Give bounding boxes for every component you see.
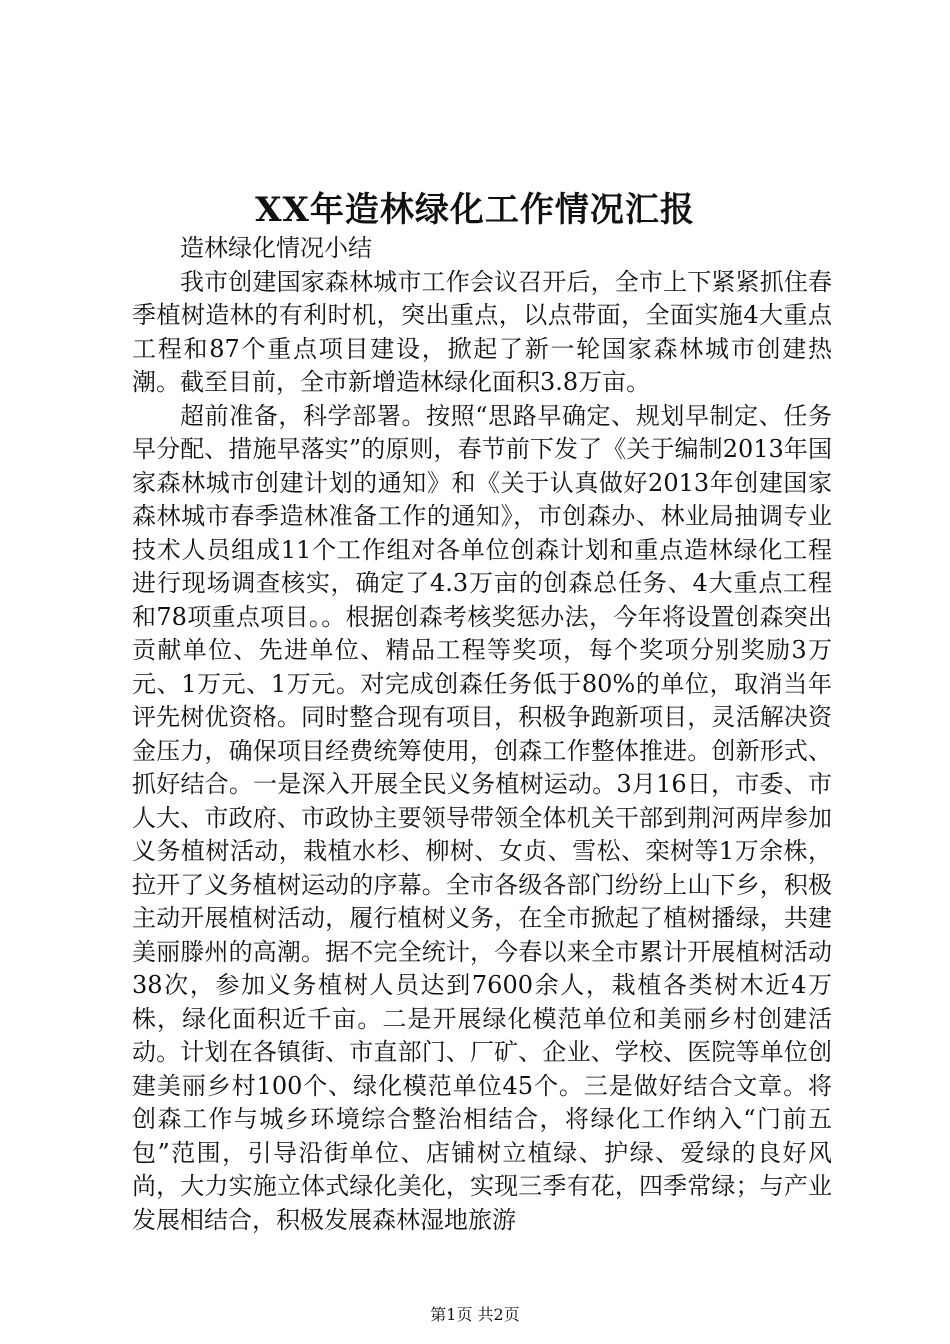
- page-footer: 第1页 共2页: [430, 1305, 520, 1324]
- paragraph-intro: 我市创建国家森林城市工作会议召开后，全市上下紧紧抓住春季植树造林的有利时机，突出重点，以点带面，全面实施4大重点工程和87个重点项目建设，掀起了新一轮国家森林城市创建热潮。截至目前，全市新增造林绿化面积3.8万亩。: [132, 267, 832, 396]
- document-body: [132, 232, 832, 1237]
- subtitle: 造林绿化情况小结: [180, 234, 372, 262]
- paragraph-main: 超前准备，科学部署。按照“思路早确定、规划早制定、任务早分配、措施早落实”的原则，春节前下发了《关于编制2013年国家森林城市创建计划的通知》和《关于认真做好2013年创建国家森林城市春季造林准备工作的通知》，市创森办、林业局抽调专业技术人员组成11个工作组对各单位创森计划和重点造林绿化工程进行现场调查核实，确定了4.3万亩的创森总任务、4大重点工程和78项重点项目。。根据创森考核奖惩办法，今年将设置创森突出贡献单位、先进单位、精品工程等奖项，每个奖项分别奖励3万元、1万元、1万元。对完成创森任务低于80%的单位，取消当年评先树优资格。同时整合现有项目，积极争跑新项目，灵活解决资金压力，确保项目经费统筹使用，创森工作整体推进。创新形式、抓好结合。一是深入开展全民义务植树运动。3月16日，市委、市人大、市政府、市政协主要领导带领全体机关干部到荆河两岸参加义务植树活动，栽植水杉、柳树、女贞、雪松、栾树等1万余株，拉开了义务植树运动的序幕。全市各级各部门纷纷上山下乡，积极主动开展植树活动，履行植树义务，在全市掀起了植树播绿，共建美丽滕州的高潮。据不完全统计，今春以来全市累计开展植树活动38次，参加义务植树人员达到7600余人，栽植各类树木近4万株，绿化面积近千亩。二是开展绿化模范单位和美丽乡村创建活动。计划在各镇街、市直部门、厂矿、企业、学校、医院等单位创建美丽乡村100个、绿化模范单位45个。三是做好结合文章。将创森工作与城乡环境综合整治相结合，将绿化工作纳入“门前五包”范围，引导沿街单位、店铺树立植绿、护绿、爱绿的良好风尚，大力实施立体式绿化美化，实现三季有花，四季常绿；与产业发展相结合，积极发展森林湿地旅游: [132, 401, 832, 1234]
- page-title: XX年造林绿化工作情况汇报: [255, 190, 695, 230]
